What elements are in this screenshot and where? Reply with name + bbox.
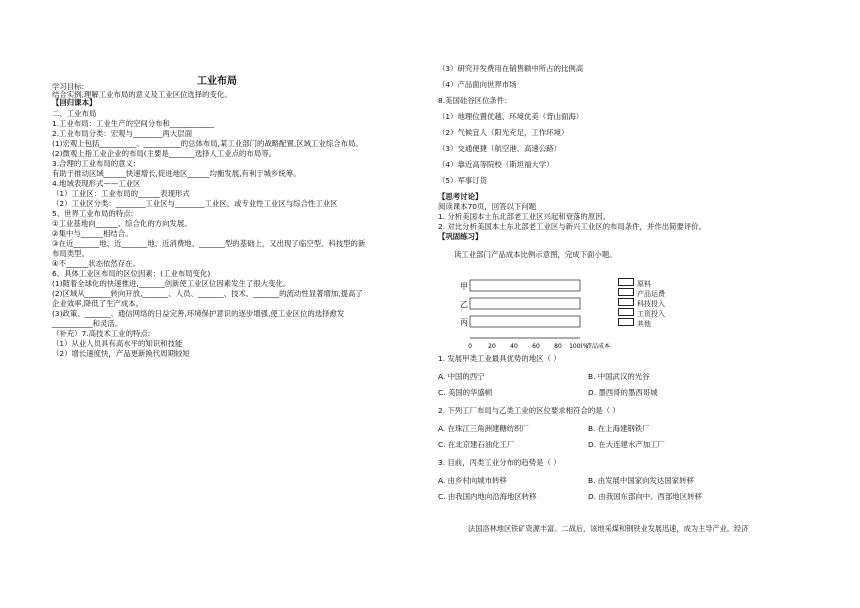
question-line: 2. 下列工厂布局与乙类工业的区位要求相符合的是（ ）: [438, 406, 620, 415]
x-tick-label: 60: [532, 343, 540, 350]
left-line: ___________和灵活。: [52, 319, 123, 328]
left-line: 4.地域表现形式——工业区: [52, 179, 141, 188]
right-line: （1）地理位置优越、环境优美（背山面海）: [438, 112, 584, 121]
legend-label: 其他: [637, 320, 651, 328]
left-line: 企业效率,降低了生产成本。: [52, 299, 144, 308]
right-line: 2. 对比分析美国本土东北部老工业区与新兴工业区的布局条件，并作出简要评价。: [438, 222, 707, 231]
right-line: 1. 分析美国本土东北部老工业区兴起和衰落的原因。: [438, 212, 610, 221]
left-line: 6、具体工业区布局的区位因素：(工业布局变化): [52, 269, 211, 278]
left-line: (2)微观上指工业企业的布局(主要是_______选择人工业点的布局等。: [52, 149, 276, 158]
right-line: （5）军事订货: [438, 176, 488, 185]
question-line: C. 在北京建石油化工厂: [438, 440, 515, 449]
legend-swatch: [618, 298, 634, 306]
question-line: D. 在大连建水产加工厂: [588, 440, 665, 449]
question-line: A. 由乡村向城市转移: [438, 476, 507, 485]
right-line: 读工业部门产品成本比例示意图，完成下面小题。: [454, 250, 617, 259]
left-line: （1）从业人员具有高水平的知识和技能: [52, 339, 183, 348]
bar: [470, 298, 580, 309]
x-tick-label: 40: [510, 343, 518, 350]
question-line: A. 在珠江三角洲建糖纺织厂: [438, 424, 529, 433]
question-line: D. 墨西哥的墨西哥城: [588, 388, 658, 397]
left-line: ①工业基地向______、综合化的方向发展。: [52, 219, 192, 228]
legend-swatch: [618, 278, 634, 286]
question-line: B. 在上海建钢铁厂: [588, 424, 650, 433]
left-line: (3)政策、_______、通信网络的日益完善,环境保护意识的逐步增强,使工业区位的选择愈发: [52, 309, 345, 318]
x-tick-label: 100(%): [569, 343, 591, 350]
question-line: 3. 目前，丙类工业分布的趋势是（ ）: [438, 458, 561, 467]
left-line: 结合实例,理解工业布局的意义及工业区位选择的变化。: [52, 90, 232, 99]
left-line: 布局类型。: [52, 249, 89, 258]
right-line: （3）研究开发费用在销售额中所占的比例高: [438, 64, 584, 73]
question-line: C. 美国的华盛顿: [438, 388, 493, 397]
right-line: （3）交通便捷（航空港、高速公路）: [438, 144, 561, 153]
left-line: 3.合理的工业布局的意义:: [52, 159, 136, 168]
left-line: （2）工业区分类：________工业区与________工业区，或专业性工业区与综合性工业区: [52, 199, 338, 208]
right-line: 【思考讨论】: [438, 192, 483, 201]
category-label: 丙: [460, 318, 468, 327]
legend-item: [618, 318, 651, 329]
x-tick-label: 0: [468, 343, 472, 350]
question-line: A. 中国的西宁: [438, 372, 485, 381]
left-line: （1）工业区：工业布局的______表现形式: [52, 189, 190, 198]
left-line: 二、工业布局: [52, 109, 97, 118]
left-line: （2）增长速度快，产品更新换代周期较短: [52, 349, 190, 358]
page-title: 工业布局: [197, 76, 237, 87]
right-line: 【巩固练习】: [438, 232, 483, 241]
left-line: （补充）7.高技术工业的特点:: [52, 329, 151, 338]
left-line: (1)宏观上包括__________、__________的总体布局,某工业部门的战略配置,区域工业综合布局。: [52, 139, 363, 148]
left-line: 学习目标:: [52, 82, 85, 91]
left-line: 1.工业布局：工业生产的空间分布和____________: [52, 119, 215, 128]
right-line: 阅读课本70页，回答以下问题: [438, 202, 537, 211]
legend-swatch: [618, 318, 634, 326]
left-line: ④不______状态依然存在。: [52, 259, 140, 268]
left-line: 2.工业布局分类：宏观与________两大层面: [52, 129, 193, 138]
legend-swatch: [618, 308, 634, 316]
legend-label: 科技投入: [637, 300, 665, 308]
left-line: 有助于推动区域______快速增长,促进地区______均衡发展,有利于城乡统筹。: [52, 169, 301, 178]
question-line: D. 由我国东部向中、西部地区转移: [588, 492, 702, 501]
left-line: ②集中与______相结合。: [52, 229, 133, 238]
x-tick-label: 80: [554, 343, 562, 350]
bar: [470, 280, 580, 291]
legend-label: 产品运费: [637, 290, 665, 298]
category-label: 甲: [460, 282, 468, 291]
right-line: 8.美国硅谷区位条件：: [438, 96, 512, 105]
legend-label: 工资投入: [637, 310, 665, 318]
bottom-passage: 法国洛林地区铁矿资源丰富。二战后，该地采煤和钢铁业发展迅速，成为主导产业，经济: [468, 524, 749, 533]
legend-swatch: [618, 288, 634, 296]
question-line: B. 由发展中国家向发达国家转移: [588, 476, 694, 485]
category-label: 乙: [460, 300, 468, 309]
left-line: (2)区域从_______转向开放,_______、人员、_______、技术、_______的流动性显著增加,提高了: [52, 289, 363, 298]
chart-legend: [618, 278, 698, 338]
question-line: B. 中国武汉的光谷: [588, 372, 650, 381]
right-line: （4）靠近高等院校（斯坦福大学）: [438, 160, 554, 169]
legend-label: 原料: [637, 280, 651, 288]
bar: [470, 316, 580, 327]
right-line: （4）产品面向世界市场: [438, 80, 517, 89]
question-line: 1. 发展甲类工业最具优势的地区（ ）: [438, 354, 561, 363]
x-tick-label: 20: [488, 343, 496, 350]
left-line: 5、世界工业布局的特点:: [52, 209, 134, 218]
left-line: 【回归课本】: [52, 98, 97, 107]
x-axis-label: 产品成本: [586, 343, 611, 350]
left-line: (1)随着全球化的快速推进,_______创新使工业区位因素发生了很大变化。: [52, 279, 291, 288]
left-line: ③在近_______地、近_______地、近消费地、_______型的基础上，又出现了临空型、科技型的新: [52, 239, 366, 248]
question-line: C. 由我国内地向沿海地区转移: [438, 492, 537, 501]
right-line: （2）气候宜人（阳光充足，工作环境）: [438, 128, 569, 137]
